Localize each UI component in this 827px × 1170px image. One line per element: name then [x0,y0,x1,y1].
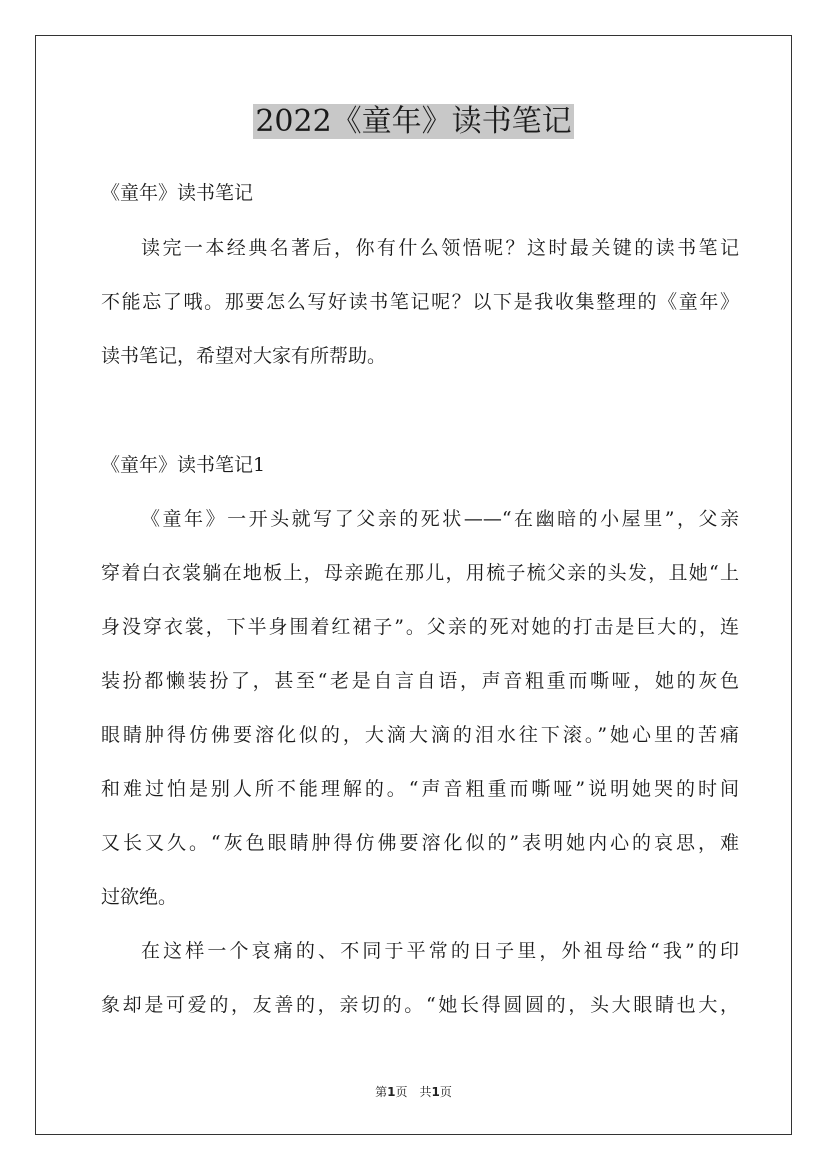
document-title-text: 2022《童年》读书笔记 [255,104,572,139]
page-prefix: 第 [375,1085,388,1099]
paragraph-line: 又长又久。“灰色眼睛肿得仿佛要溶化似的”表明她内心的哀思，难 [101,832,739,854]
paragraph-line: 和难过怕是别人所不能理解的。“声音粗重而嘶哑”说明她哭的时间 [101,778,739,800]
page-footer [0,1084,827,1100]
document-title [0,100,827,144]
paragraph-line: 眼睛肿得仿佛要溶化似的，大滴大滴的泪水往下滚。”她心里的苦痛 [101,724,739,746]
document-subtitle: 《童年》读书笔记 [101,182,254,204]
intro-line: 读完一本经典名著后，你有什么领悟呢？这时最关键的读书笔记 [141,237,739,259]
page-number: 1 [387,1085,396,1099]
page-mid: 页 共 [395,1085,432,1099]
paragraph-line: 装扮都懒装扮了，甚至“老是自言自语，声音粗重而嘶哑，她的灰色 [101,670,739,692]
page-total: 1 [431,1085,440,1099]
section-heading: 《童年》读书笔记1 [101,454,266,476]
paragraph-line: 穿着白衣裳躺在地板上，母亲跪在那儿，用梳子梳父亲的头发，且她“上 [101,562,739,584]
paragraph-line: 身没穿衣裳，下半身围着红裙子”。父亲的死对她的打击是巨大的，连 [101,616,739,638]
paragraph-line: 在这样一个哀痛的、不同于平常的日子里，外祖母给“我”的印 [141,940,739,962]
intro-line: 读书笔记，希望对大家有所帮助。 [101,345,387,367]
intro-line: 不能忘了哦。那要怎么写好读书笔记呢？以下是我收集整理的《童年》 [101,291,739,313]
page-suffix: 页 [439,1085,452,1099]
paragraph-line: 象却是可爱的，友善的，亲切的。“她长得圆圆的，头大眼睛也大， [101,994,739,1016]
paragraph-line: 过欲绝。 [101,886,178,908]
paragraph-line: 《童年》一开头就写了父亲的死状——“在幽暗的小屋里”，父亲 [141,508,739,530]
